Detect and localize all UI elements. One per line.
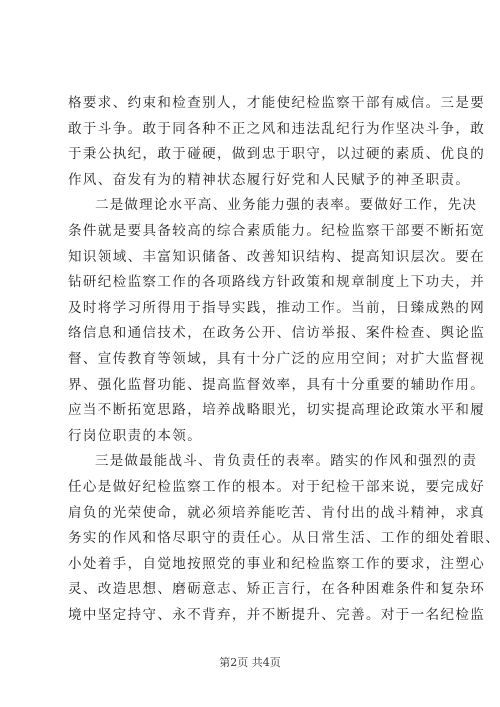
body-text-line: 灵、改造思想、磨砺意志、矫正言行，在各种困难条件和复杂环 (68, 581, 486, 598)
body-text-line: 格要求、约束和检查别人，才能使纪检监察干部有威信。三是要 (68, 95, 486, 111)
body-text-line: 行岗位职责的本领。 (68, 427, 203, 444)
body-text-line: 敢于斗争。敢于同各种不正之风和违法乱纪行为作坚决斗争，敢 (68, 120, 486, 137)
body-text-line: 应当不断拓宽思路，培养战略眼光，切实提高理论政策水平和履 (68, 402, 486, 419)
body-text-line: 任心是做好纪检监察工作的根本。对于纪检干部来说，要完成好 (68, 479, 486, 495)
body-text-line: 知识领域、丰富知识储备、改善知识结构、提高知识层次。要在 (68, 248, 486, 265)
body-text-line: 境中坚定持守、永不背弃，并不断提升、完善。对于一名纪检监 (68, 607, 486, 623)
body-text-line: 二是做理论水平高、业务能力强的表率。要做好工作，先决 (95, 197, 478, 214)
body-text-line: 及时将学习所得用于指导实践，推动工作。当前，日臻成熟的网 (68, 299, 486, 316)
body-text-line: 条件就是要具备较高的综合素质能力。纪检监察干部要不断拓宽 (68, 223, 486, 239)
body-text-line: 三是做最能战斗、肯负责任的表率。踏实的作风和强烈的责 (95, 453, 478, 470)
body-text-line: 界、强化监督功能、提高监督效率，具有十分重要的辅助作用。 (68, 376, 486, 393)
body-text-line: 肩负的光荣使命，就必须培养能吃苦、肯付出的战斗精神，求真 (68, 504, 486, 521)
body-text-line: 督、宣传教育等领域，具有十分广泛的应用空间；对扩大监督视 (68, 351, 486, 367)
body-text-line: 作风、奋发有为的精神状态履行好党和人民赋予的神圣职责。 (68, 171, 471, 188)
body-text-line: 络信息和通信技术，在政务公开、信访举报、案件检查、舆论监 (68, 325, 486, 342)
page-footer: 第2页 共4页 (219, 656, 281, 669)
body-text-line: 务实的作风和恪尽职守的责任心。从日常生活、工作的细处着眼、 (68, 530, 500, 547)
body-text-line: 于秉公执纪，敢于碰硬，做到忠于职守，以过硬的素质、优良的 (68, 146, 486, 163)
body-text-line: 小处着手，自觉地按照党的事业和纪检监察工作的要求，注塑心 (68, 555, 486, 572)
body-text-line: 钻研纪检监察工作的各项路线方针政策和规章制度上下功夫，并 (68, 274, 486, 291)
